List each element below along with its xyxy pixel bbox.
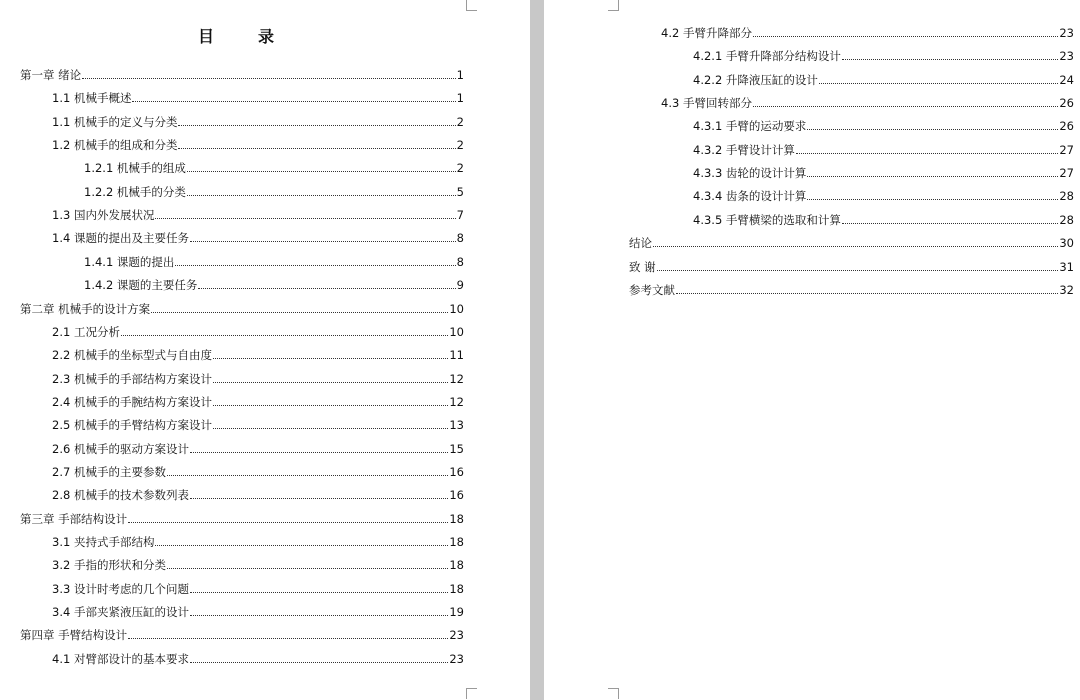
toc-entry[interactable] (52, 440, 464, 456)
toc-dot-leader (190, 592, 448, 593)
toc-entry[interactable] (20, 300, 464, 316)
toc-entry-title: 结论 (629, 236, 652, 251)
toc-title: 目 录 (197, 27, 288, 46)
toc-entry-title: 1.4.1 课题的提出 (84, 254, 175, 269)
toc-entry[interactable] (52, 416, 464, 432)
toc-entry-title: 1.1 机械手的定义与分类 (52, 114, 178, 129)
toc-entry-page-number: 28 (1059, 212, 1074, 227)
toc-entry-page-number: 16 (449, 464, 464, 479)
toc-entry-title: 2.4 机械手的手腕结构方案设计 (52, 394, 212, 409)
toc-dot-leader (807, 176, 1058, 177)
toc-entry-title: 1.2 机械手的组成和分类 (52, 138, 178, 153)
toc-entry-page-number: 27 (1059, 142, 1074, 157)
toc-dot-leader (198, 288, 455, 289)
toc-entry-title: 4.3 手臂回转部分 (661, 96, 752, 111)
toc-entry[interactable] (629, 234, 1074, 250)
toc-dot-leader (657, 270, 1059, 271)
toc-entry[interactable] (52, 89, 464, 105)
toc-entry[interactable] (693, 211, 1074, 227)
toc-dot-leader (190, 241, 456, 242)
toc-entry-title: 4.2.2 升降液压缸的设计 (693, 72, 818, 87)
toc-entry-title: 1.1 机械手概述 (52, 91, 132, 106)
toc-entry[interactable] (52, 346, 464, 362)
toc-entry-title: 第三章 手部结构设计 (20, 511, 128, 526)
toc-entry[interactable] (20, 626, 464, 642)
toc-entry-page-number: 30 (1059, 236, 1074, 251)
toc-entry-title: 4.3.1 手臂的运动要求 (693, 119, 807, 134)
toc-dot-leader (753, 106, 1058, 107)
toc-entry[interactable] (84, 183, 464, 199)
toc-entry-title: 4.3.4 齿条的设计计算 (693, 189, 807, 204)
toc-dot-leader (187, 195, 456, 196)
toc-entry-page-number: 10 (449, 301, 464, 316)
toc-entry[interactable] (693, 47, 1074, 63)
toc-entry-title: 4.1 对臂部设计的基本要求 (52, 651, 189, 666)
toc-entry[interactable] (629, 281, 1074, 297)
toc-entry-page-number: 26 (1059, 119, 1074, 134)
toc-entry-page-number: 23 (1059, 26, 1074, 40)
toc-entry-page-number: 13 (449, 418, 464, 433)
toc-entry-page-number: 12 (449, 394, 464, 409)
toc-entry[interactable] (52, 486, 464, 502)
toc-entry[interactable] (84, 253, 464, 269)
toc-dot-leader (167, 475, 448, 476)
toc-entry-page-number: 16 (449, 488, 464, 503)
toc-dot-leader (128, 522, 448, 523)
toc-entry-title: 1.2.1 机械手的组成 (84, 161, 186, 176)
toc-entry[interactable] (52, 603, 464, 619)
toc-entry[interactable] (52, 206, 464, 222)
toc-entry-page-number: 9 (456, 278, 464, 293)
toc-entry-page-number: 5 (456, 184, 464, 199)
toc-entry-page-number: 7 (456, 208, 464, 223)
toc-entry-page-number: 10 (449, 324, 464, 339)
toc-dot-leader (155, 545, 448, 546)
toc-entry[interactable] (52, 229, 464, 245)
toc-entry-page-number: 24 (1059, 72, 1074, 87)
toc-entry-page-number: 12 (449, 371, 464, 386)
toc-entry-page-number: 18 (449, 581, 464, 596)
toc-entry-title: 3.3 设计时考虑的几个问题 (52, 581, 189, 596)
toc-entry-title: 4.2.1 手臂升降部分结构设计 (693, 49, 841, 64)
toc-entry-title: 2.1 工况分析 (52, 324, 120, 339)
toc-entry-title: 2.2 机械手的坐标型式与自由度 (52, 348, 212, 363)
toc-dot-leader (132, 101, 455, 102)
toc-entry-title: 4.3.2 手臂设计计算 (693, 142, 795, 157)
toc-entry[interactable] (84, 159, 464, 175)
toc-dot-leader (213, 428, 448, 429)
toc-entry[interactable] (661, 24, 1074, 40)
toc-entry[interactable] (693, 187, 1074, 203)
toc-dot-leader (190, 615, 448, 616)
toc-entry[interactable] (52, 556, 464, 572)
toc-dot-leader (842, 223, 1058, 224)
toc-entry-page-number: 23 (449, 628, 464, 643)
toc-dot-leader (151, 312, 448, 313)
toc-entry-page-number: 8 (456, 254, 464, 269)
toc-entry[interactable] (693, 164, 1074, 180)
toc-dot-leader (82, 78, 456, 79)
toc-entry[interactable] (52, 463, 464, 479)
toc-entry-title: 2.8 机械手的技术参数列表 (52, 488, 189, 503)
toc-entry-title: 2.3 机械手的手部结构方案设计 (52, 371, 212, 386)
toc-entry-page-number: 2 (456, 161, 464, 176)
toc-entry-title: 2.5 机械手的手臂结构方案设计 (52, 418, 212, 433)
toc-entry-page-number: 23 (449, 651, 464, 666)
toc-entry[interactable] (52, 136, 464, 152)
toc-entry[interactable] (52, 113, 464, 129)
toc-entry-title: 1.2.2 机械手的分类 (84, 184, 186, 199)
toc-entry-title: 参考文献 (629, 282, 675, 297)
toc-entry[interactable] (693, 71, 1074, 87)
toc-entry-page-number: 18 (449, 535, 464, 549)
toc-dot-leader (807, 199, 1058, 200)
toc-dot-leader (155, 218, 455, 219)
document-page-left (0, 0, 530, 700)
toc-entry-title: 4.2 手臂升降部分 (661, 26, 752, 40)
toc-dot-leader (190, 662, 448, 663)
toc-entry-title: 致 谢 (629, 259, 656, 274)
toc-entry[interactable] (661, 94, 1074, 110)
toc-dot-leader (178, 148, 455, 149)
toc-entry-page-number: 28 (1059, 189, 1074, 204)
toc-entry-title: 第四章 手臂结构设计 (20, 628, 128, 643)
toc-entry[interactable] (52, 580, 464, 596)
toc-entry[interactable] (52, 323, 464, 339)
toc-entry[interactable] (693, 117, 1074, 133)
toc-entry[interactable] (52, 393, 464, 409)
toc-entry-page-number: 11 (449, 348, 464, 363)
toc-entry-title: 第二章 机械手的设计方案 (20, 301, 151, 316)
toc-entry-title: 3.1 夹持式手部结构 (52, 535, 155, 549)
toc-entry-title: 1.4.2 课题的主要任务 (84, 278, 198, 293)
toc-dot-leader (190, 452, 448, 453)
margin-corner-mark (608, 0, 619, 11)
toc-dot-leader (178, 125, 455, 126)
toc-entry-page-number: 31 (1059, 259, 1074, 274)
toc-entry[interactable] (52, 650, 464, 666)
toc-dot-leader (807, 129, 1058, 130)
toc-entry-title: 2.7 机械手的主要参数 (52, 464, 166, 479)
toc-entry[interactable] (52, 370, 464, 386)
toc-entry-title: 4.3.3 齿轮的设计计算 (693, 166, 807, 181)
toc-dot-leader (167, 568, 448, 569)
toc-entry-page-number: 27 (1059, 166, 1074, 181)
toc-entry-title: 1.3 国内外发展状况 (52, 208, 155, 223)
toc-entry-page-number: 2 (456, 114, 464, 129)
toc-dot-leader (213, 382, 448, 383)
margin-corner-mark (608, 688, 619, 699)
toc-dot-leader (190, 498, 448, 499)
toc-dot-leader (121, 335, 448, 336)
toc-dot-leader (819, 83, 1058, 84)
toc-entry-title: 第一章 绪论 (20, 68, 82, 82)
toc-entry-page-number: 18 (449, 558, 464, 573)
toc-entry[interactable] (693, 141, 1074, 157)
toc-entry-page-number: 1 (456, 91, 464, 106)
toc-entry-page-number: 23 (1059, 49, 1074, 64)
toc-entry-page-number: 8 (456, 231, 464, 246)
toc-entry-page-number: 32 (1059, 282, 1074, 297)
toc-entry[interactable] (84, 276, 464, 292)
toc-dot-leader (753, 36, 1058, 37)
toc-entry-title: 3.2 手指的形状和分类 (52, 558, 166, 573)
margin-corner-mark (466, 688, 477, 699)
toc-entry-page-number: 19 (449, 605, 464, 620)
document-page-right (544, 0, 1080, 700)
toc-dot-leader (842, 59, 1058, 60)
margin-corner-mark (466, 0, 477, 11)
toc-dot-leader (128, 638, 448, 639)
toc-entry-page-number: 15 (449, 441, 464, 456)
toc-entry[interactable] (20, 66, 464, 82)
toc-entry-page-number: 1 (456, 68, 464, 82)
toc-dot-leader (213, 358, 448, 359)
toc-entry[interactable] (52, 533, 464, 549)
toc-entry[interactable] (629, 258, 1074, 274)
toc-dot-leader (796, 153, 1058, 154)
toc-entry-page-number: 2 (456, 138, 464, 153)
toc-entry-title: 1.4 课题的提出及主要任务 (52, 231, 189, 246)
toc-entry-title: 4.3.5 手臂横梁的选取和计算 (693, 212, 841, 227)
toc-dot-leader (676, 293, 1058, 294)
toc-entry-title: 2.6 机械手的驱动方案设计 (52, 441, 189, 456)
toc-dot-leader (187, 171, 456, 172)
toc-dot-leader (653, 246, 1058, 247)
toc-dot-leader (175, 265, 455, 266)
toc-entry-page-number: 18 (449, 511, 464, 526)
toc-entry-page-number: 26 (1059, 96, 1074, 111)
toc-entry-title: 3.4 手部夹紧液压缸的设计 (52, 605, 189, 620)
toc-dot-leader (213, 405, 448, 406)
toc-entry[interactable] (20, 510, 464, 526)
